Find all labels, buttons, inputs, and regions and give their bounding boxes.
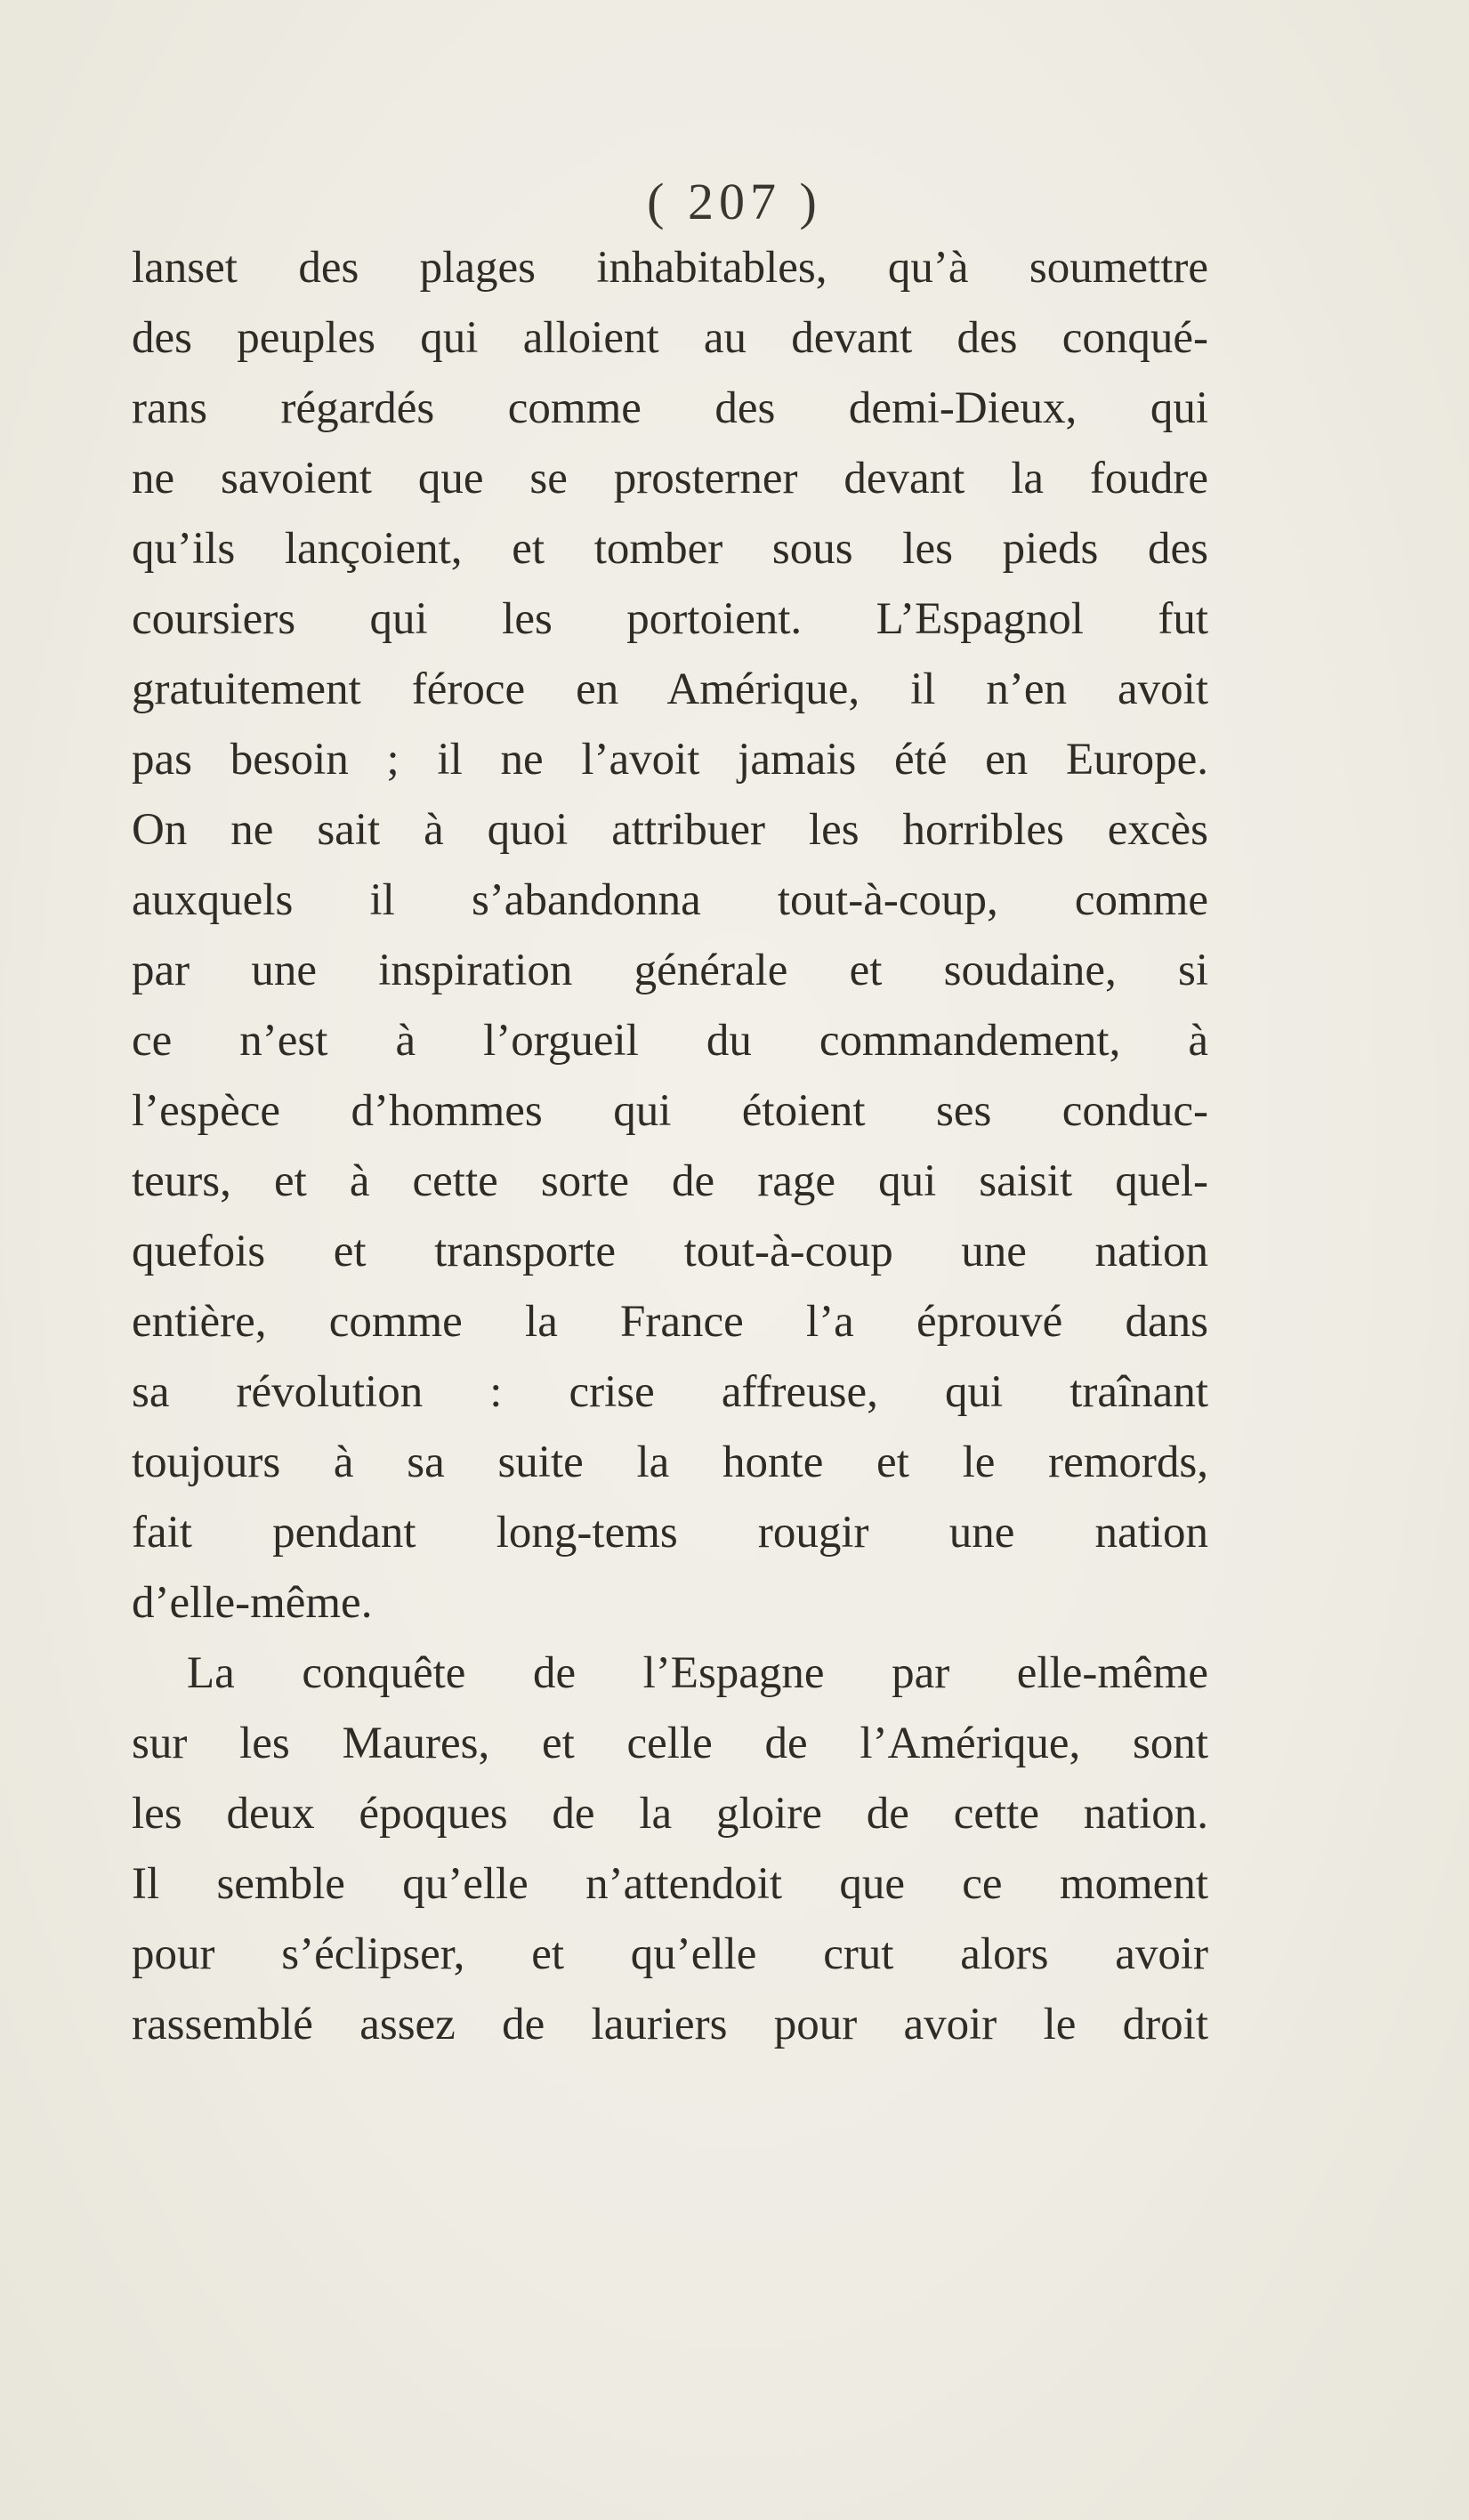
text-line: Il semble qu’elle n’attendoit que ce moment — [132, 1859, 1208, 1909]
text-line: La conquête de l’Espagne par elle-même — [187, 1648, 1208, 1698]
text-line: lanset des plages inhabitables, qu’à soumettre — [132, 243, 1208, 293]
text-line: ce n’est à l’orgueil du commandement, à — [132, 1016, 1208, 1066]
text-line: pas besoin ; il ne l’avoit jamais été en Europe. — [132, 735, 1208, 785]
text-line: d’elle-même. — [132, 1578, 373, 1628]
text-line: ne savoient que se prosterner devant la foudre — [132, 454, 1208, 503]
text-line: gratuitement féroce en Amérique, il n’en avoit — [132, 664, 1208, 714]
text-line: On ne sait à quoi attribuer les horribles excès — [132, 805, 1208, 855]
text-line: les deux époques de la gloire de cette nation. — [132, 1789, 1208, 1839]
text-line: toujours à sa suite la honte et le remords, — [132, 1437, 1208, 1487]
text-line: rans régardés comme des demi-Dieux, qui — [132, 383, 1208, 433]
text-line: coursiers qui les portoient. L’Espagnol fut — [132, 594, 1208, 644]
text-line: rassemblé assez de lauriers pour avoir le droit — [132, 2000, 1208, 2049]
text-line: fait pendant long-tems rougir une nation — [132, 1508, 1208, 1558]
text-line: des peuples qui alloient au devant des conqué- — [132, 313, 1208, 363]
text-line: sur les Maures, et celle de l’Amérique, sont — [132, 1719, 1208, 1768]
text-line: auxquels il s’abandonna tout-à-coup, comme — [132, 875, 1208, 925]
text-line: teurs, et à cette sorte de rage qui saisit quel- — [132, 1156, 1208, 1206]
page-number: ( 207 ) — [647, 173, 822, 230]
text-line: l’espèce d’hommes qui étoient ses conduc- — [132, 1086, 1208, 1136]
text-line: entière, comme la France l’a éprouvé dans — [132, 1297, 1208, 1347]
text-line: quefois et transporte tout-à-coup une nation — [132, 1227, 1208, 1276]
text-line: qu’ils lançoient, et tomber sous les pieds des — [132, 524, 1208, 574]
text-line: sa révolution : crise affreuse, qui traînant — [132, 1367, 1208, 1417]
text-line: par une inspiration générale et soudaine, si — [132, 946, 1208, 995]
text-line: pour s’éclipser, et qu’elle crut alors avoir — [132, 1929, 1208, 1979]
